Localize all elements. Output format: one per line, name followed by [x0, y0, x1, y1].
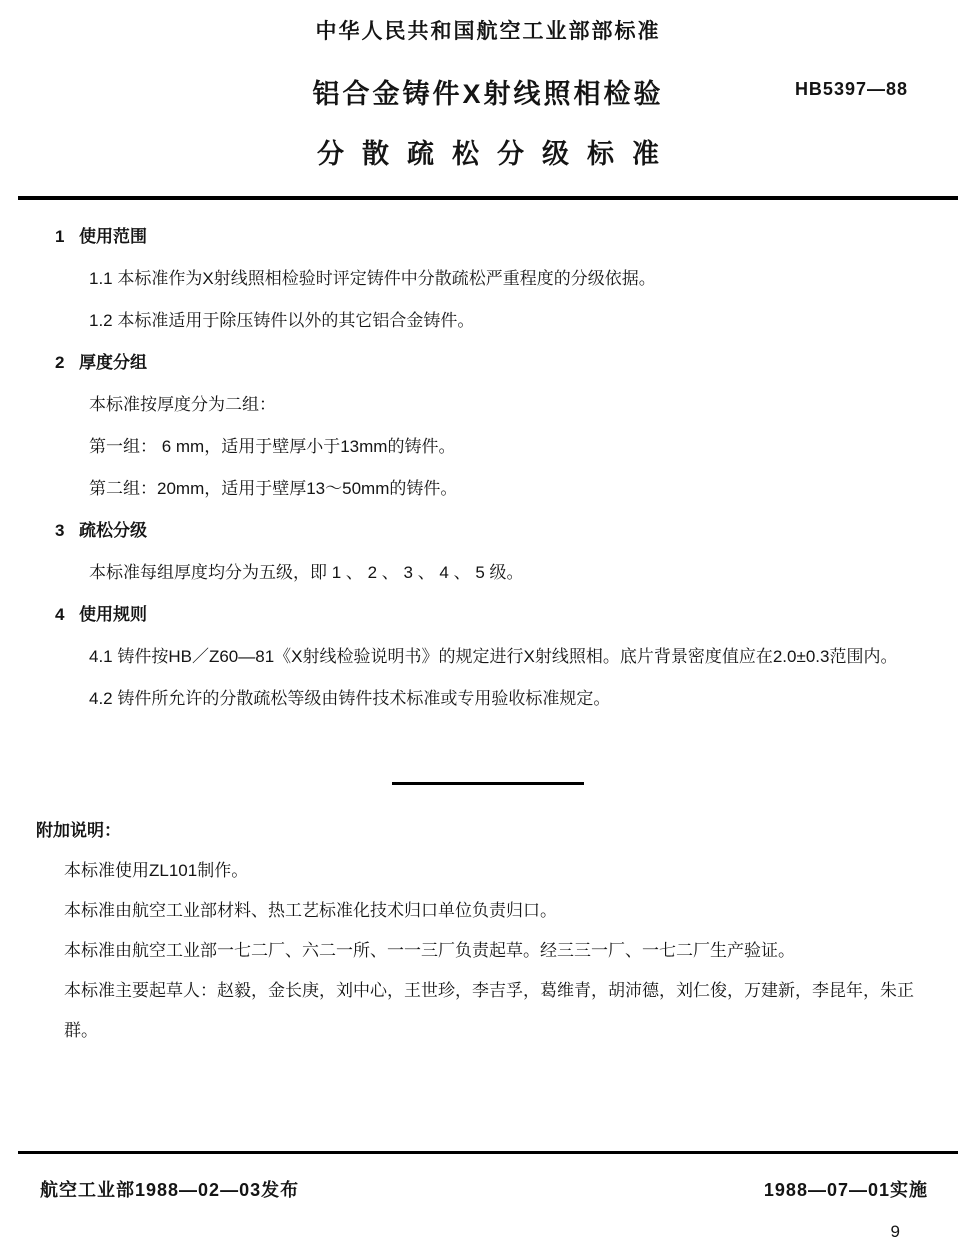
issue-date: 航空工业部1988—02—03发布 — [40, 1180, 300, 1200]
note-paragraph: 本标准由航空工业部一七二厂、六二一所、一一三厂负责起草。经三三一厂、一七二厂生产验证。 — [64, 941, 795, 960]
section-number: 3 — [55, 521, 65, 540]
section-title: 疏松分级 — [79, 521, 147, 540]
footer — [40, 1176, 928, 1202]
standard-number: HB5397—88 — [794, 79, 908, 99]
section-thickness-groups — [55, 342, 898, 510]
paragraph: 本标准按厚度分为二组： — [89, 395, 276, 414]
paragraph: 1.2 本标准适用于除压铸件以外的其它铝合金铸件。 — [89, 311, 475, 330]
paragraph: 本标准每组厚度均分为五级，即 1 、 2 、 3 、 4 、 5 级。 — [89, 563, 524, 582]
section-heading — [55, 342, 898, 384]
document-title: 铝合金铸件X射线照相检验 — [312, 79, 664, 109]
page-number: 9 — [890, 1222, 900, 1241]
standard-org-line: 中华人民共和国航空工业部部标准 — [315, 20, 661, 43]
note-paragraph: 本标准使用ZL101制作。 — [64, 861, 249, 880]
section-title: 使用范围 — [79, 227, 147, 246]
section-porosity-grades — [55, 510, 898, 594]
section-scope — [55, 216, 898, 342]
note-paragraph: 本标准主要起草人：赵毅，金长庚，刘中心，王世珍，李吉孚，葛维青，胡沛德，刘仁俊，万建新，李昆年，朱正群。 — [64, 981, 914, 1040]
document-body — [0, 200, 976, 720]
section-number: 4 — [55, 605, 65, 624]
note-paragraph: 本标准由航空工业部材料、热工艺标准化技术归口单位负责归口。 — [64, 901, 557, 920]
effective-date: 1988—07—01实施 — [763, 1180, 928, 1200]
section-heading — [55, 216, 898, 258]
document-subtitle: 分散疏松分级标准 — [317, 139, 677, 169]
section-number: 2 — [55, 353, 65, 372]
paragraph: 第二组：20mm，适用于壁厚13～50mm的铸件。 — [89, 479, 458, 498]
footer-rule — [18, 1151, 958, 1154]
paragraph: 4.1 铸件按HB／Z60—81《X射线检验说明书》的规定进行X射线照相。底片背景密度值应在2.0±0.3范围内。 — [89, 647, 898, 666]
section-heading — [55, 510, 898, 552]
paragraph: 第一组： 6 mm，适用于壁厚小于13mm的铸件。 — [89, 437, 456, 456]
title-block — [0, 72, 976, 111]
paragraph: 4.2 铸件所允许的分散疏松等级由铸件技术标准或专用验收标准规定。 — [89, 689, 611, 708]
section-usage-rules — [55, 594, 898, 720]
section-number: 1 — [55, 227, 65, 246]
paragraph: 1.1 本标准作为X射线照相检验时评定铸件中分散疏松严重程度的分级依据。 — [89, 269, 656, 288]
section-title: 使用规则 — [79, 605, 147, 624]
section-heading — [55, 594, 898, 636]
notes-heading: 附加说明： — [36, 821, 121, 840]
additional-notes — [0, 785, 976, 1051]
section-title: 厚度分组 — [79, 353, 147, 372]
